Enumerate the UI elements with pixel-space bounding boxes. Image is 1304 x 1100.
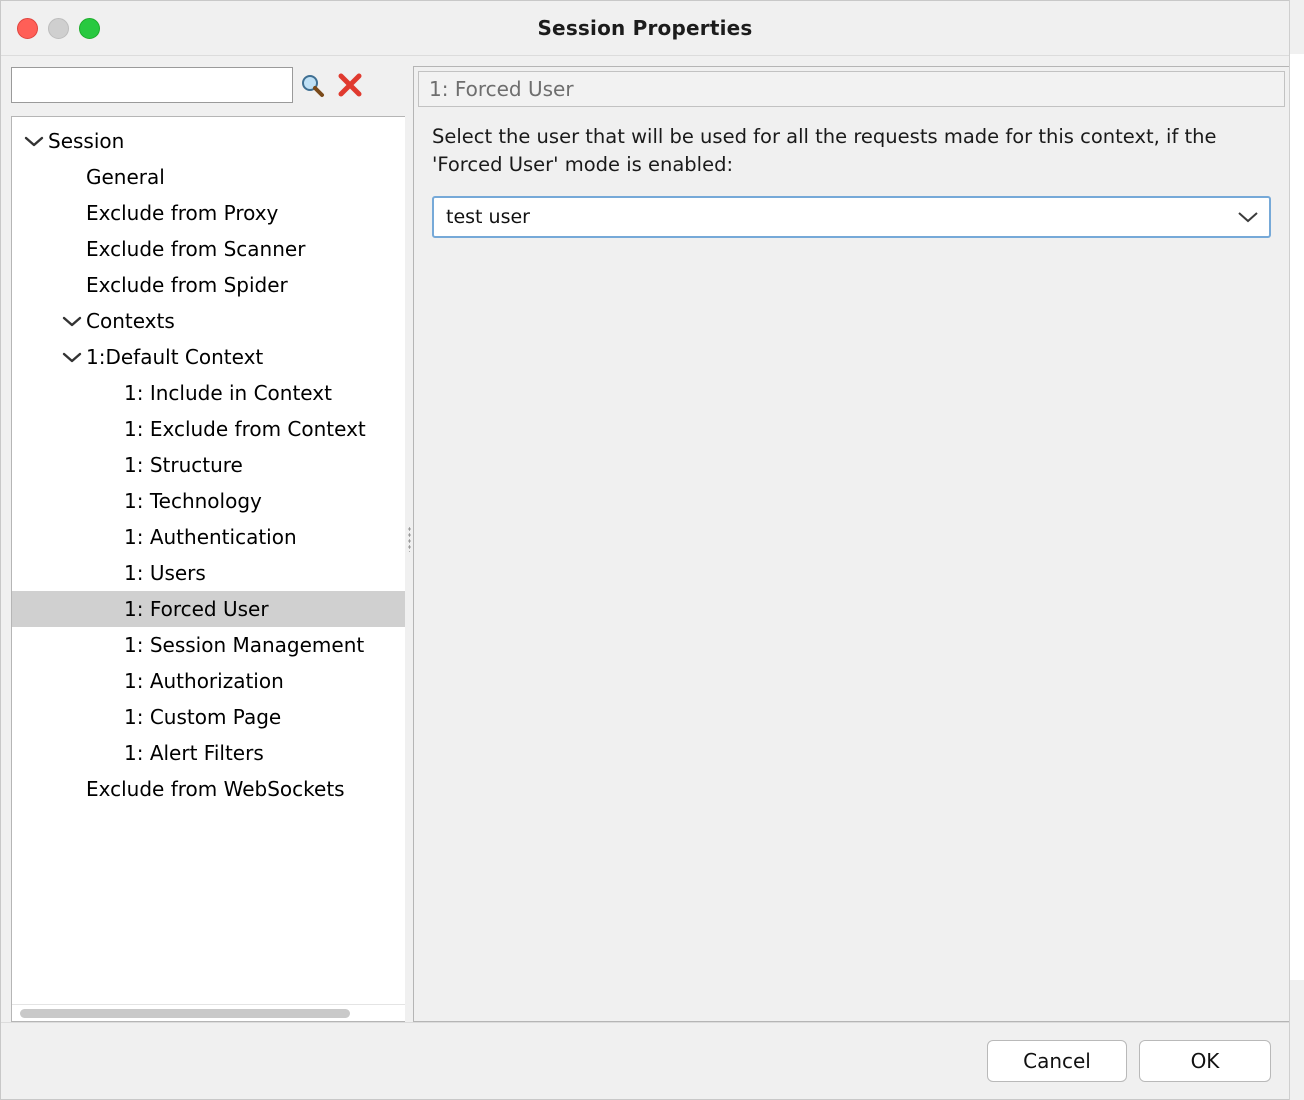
chevron-down-icon[interactable] <box>20 135 48 148</box>
dialog-content <box>1 56 1289 1022</box>
tree-item[interactable] <box>12 627 405 663</box>
tree-item[interactable] <box>12 699 405 735</box>
forced-user-description: Select the user that will be used for all the requests made for this context, if the 'Forced User' mode is enabled: <box>432 125 1217 177</box>
ok-button[interactable]: OK <box>1139 1040 1271 1082</box>
tree-item[interactable] <box>12 303 405 339</box>
panel-body <box>414 107 1289 238</box>
tree-item-label: Exclude from Scanner <box>86 237 306 261</box>
tree-item-label: 1: Exclude from Context <box>124 417 366 441</box>
tree-item-label: Exclude from Spider <box>86 273 288 297</box>
tree-item-label: 1: Authentication <box>124 525 297 549</box>
magnifier-icon[interactable] <box>293 67 331 103</box>
tree-item[interactable] <box>12 123 405 159</box>
tree-item[interactable] <box>12 375 405 411</box>
splitter-grip <box>408 526 411 552</box>
tree-item[interactable] <box>12 771 405 807</box>
title-bar <box>1 1 1289 56</box>
forced-user-selected-value: test user <box>446 205 530 228</box>
tree-panel <box>11 116 405 1022</box>
tree-item-label: 1: Structure <box>124 453 243 477</box>
chevron-down-icon <box>1237 210 1259 224</box>
chevron-down-icon[interactable] <box>58 315 86 328</box>
tree-item-label: Exclude from Proxy <box>86 201 279 225</box>
tree-item[interactable] <box>12 483 405 519</box>
detail-panel <box>413 66 1289 1022</box>
search-row <box>11 66 405 104</box>
tree-item[interactable] <box>12 267 405 303</box>
tree-item-label: 1: Session Management <box>124 633 365 657</box>
tree-item[interactable] <box>12 519 405 555</box>
close-window-button[interactable] <box>17 18 38 39</box>
tree-horizontal-scrollbar[interactable] <box>12 1004 405 1021</box>
tree-item-label: 1: Alert Filters <box>124 741 264 765</box>
tree-item[interactable] <box>12 735 405 771</box>
tree-item-label: 1: Users <box>124 561 206 585</box>
background-window-edge <box>1289 0 1304 1100</box>
tree-item[interactable] <box>12 195 405 231</box>
tree-item-label: 1:Default Context <box>86 345 264 369</box>
tree-item[interactable] <box>12 339 405 375</box>
panel-title: 1: Forced User <box>418 71 1285 107</box>
panel-splitter[interactable] <box>405 56 413 1022</box>
tree-item[interactable] <box>12 663 405 699</box>
tree-item-label: 1: Custom Page <box>124 705 282 729</box>
tree-item[interactable] <box>12 411 405 447</box>
window-title: Session Properties <box>537 16 753 40</box>
sidebar <box>1 56 405 1022</box>
tree-item[interactable] <box>12 159 405 195</box>
red-x-icon[interactable] <box>331 67 369 103</box>
minimize-window-button[interactable] <box>48 18 69 39</box>
tree-item-label: Exclude from WebSockets <box>86 777 345 801</box>
tree-item[interactable] <box>12 555 405 591</box>
forced-user-select[interactable] <box>432 196 1271 238</box>
chevron-down-icon[interactable] <box>58 351 86 364</box>
tree-item[interactable] <box>12 447 405 483</box>
tree-item-label: 1: Forced User <box>124 597 269 621</box>
tree-item[interactable] <box>12 591 405 627</box>
tree-item-label: 1: Include in Context <box>124 381 332 405</box>
tree-item-label: 1: Authorization <box>124 669 284 693</box>
maximize-window-button[interactable] <box>79 18 100 39</box>
cancel-button[interactable]: Cancel <box>987 1040 1127 1082</box>
search-input[interactable] <box>11 67 293 103</box>
scrollbar-thumb[interactable] <box>20 1009 350 1018</box>
tree-item-label: Contexts <box>86 309 175 333</box>
window-controls <box>17 18 100 39</box>
tree-item-label: Session <box>48 129 125 153</box>
tree-item[interactable] <box>12 231 405 267</box>
tree-item-label: General <box>86 165 165 189</box>
dialog-footer <box>1 1022 1289 1099</box>
tree-item-label: 1: Technology <box>124 489 262 513</box>
session-tree[interactable] <box>12 117 405 1004</box>
